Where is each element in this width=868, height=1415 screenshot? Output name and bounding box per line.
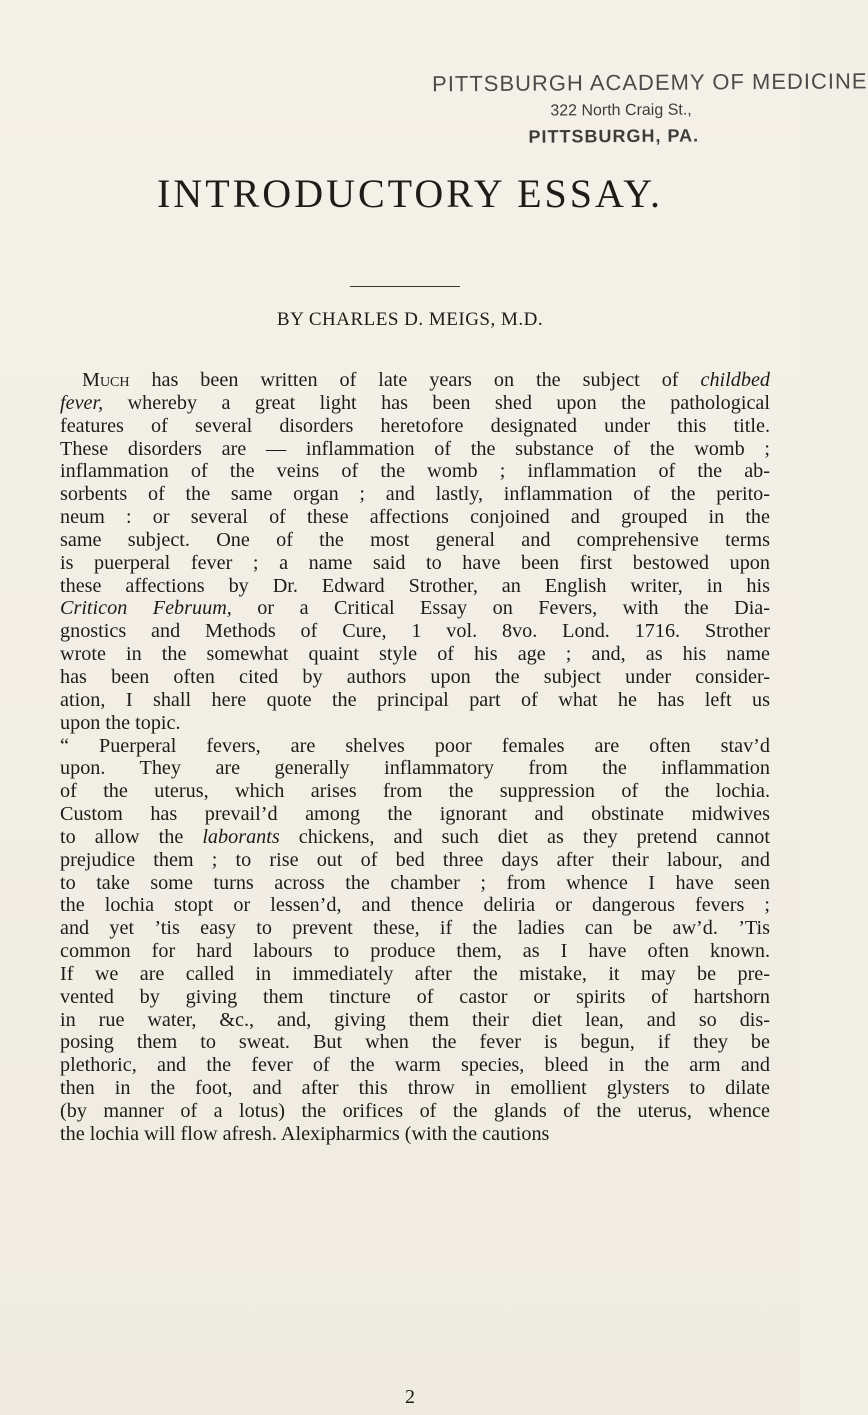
text-line: “ Puerperal fevers, are shelves poor females are often stav’d — [60, 734, 770, 757]
text-line: posing them to sweat. But when the fever is begun, if they be — [60, 1031, 770, 1054]
text-line: in rue water, &c., and, giving them their diet lean, and so dis- — [60, 1008, 770, 1031]
author-byline: BY CHARLES D. MEIGS, M.D. — [276, 309, 544, 330]
drop-word: Much — [82, 369, 130, 391]
text-span: chickens, and such diet as they pretend cannot — [279, 825, 771, 848]
text-line — [60, 826, 770, 849]
text-line: plethoric, and the fever of the warm species, bleed in the arm and — [60, 1054, 770, 1077]
text-line: upon the topic. — [60, 711, 181, 734]
text-line: sorbents of the same organ ; and lastly, inflammation of the perito- — [60, 483, 770, 506]
text-span: whereby a great light has been shed upon the pathological — [103, 391, 770, 414]
italic-term: fever, — [60, 391, 104, 414]
text-line: has been often cited by authors upon the subject under consider- — [60, 665, 770, 688]
text-line: of the uterus, which arises from the suppression of the lochia. — [60, 780, 770, 803]
text-line: If we are called in immediately after the mistake, it may be pre- — [60, 962, 770, 985]
text-line: prejudice them ; to rise out of bed three days after their labour, and — [60, 848, 770, 871]
text-span: to allow the — [60, 825, 203, 848]
text-line — [60, 369, 770, 392]
page-number: 2 — [405, 1386, 415, 1408]
stamp-city: PITTSBURGH, PA. — [528, 125, 700, 147]
text-line: vented by giving them tincture of castor or spirits of hartshorn — [60, 985, 770, 1008]
text-line: gnostics and Methods of Cure, 1 vol. 8vo. Lond. 1716. Strother — [60, 620, 770, 643]
essay-body — [60, 369, 770, 1146]
text-span: has been written of late years on the subject of — [129, 369, 701, 391]
text-line: then in the foot, and after this throw in emollient glysters to dilate — [60, 1077, 770, 1100]
text-line: the lochia stopt or lessen’d, and thence deliria or dangerous fevers ; — [60, 894, 770, 917]
text-line: neum : or several of these affections conjoined and grouped in the — [60, 506, 770, 529]
text-line: common for hard labours to produce them, as I have often known. — [60, 940, 770, 963]
text-line: inflammation of the veins of the womb ; inflammation of the ab- — [60, 460, 770, 483]
text-line: these affections by Dr. Edward Strother, an English writer, in his — [60, 574, 770, 597]
italic-title: Criticon Februum, — [60, 597, 232, 620]
essay-title: INTRODUCTORY ESSAY. — [156, 171, 663, 216]
text-line: features of several disorders heretofore designated under this title. — [60, 414, 770, 437]
text-line: wrote in the somewhat quaint style of his age ; and, as his name — [60, 643, 770, 666]
text-line: Custom has prevail’d among the ignorant and obstinate midwives — [60, 803, 770, 826]
text-line: ation, I shall here quote the principal part of what he has left us — [60, 688, 770, 711]
text-line: to take some turns across the chamber ; from whence I have seen — [60, 871, 770, 894]
stamp-institution: PITTSBURGH ACADEMY OF MEDICINE — [432, 68, 868, 97]
text-line: the lochia will flow afresh. Alexipharmics (with the cautions — [60, 1122, 550, 1145]
italic-term: laborants — [202, 825, 280, 848]
text-line: and yet ’tis easy to prevent these, if the ladies can be aw’d. ’Tis — [60, 917, 770, 940]
text-line: (by manner of a lotus) the orifices of the glands of the uterus, whence — [60, 1100, 770, 1122]
title-divider — [350, 286, 460, 287]
text-line: is puerperal fever ; a name said to have been first bestowed upon — [60, 551, 770, 574]
library-stamp — [432, 68, 868, 147]
stamp-address: 322 North Craig St., — [550, 101, 692, 120]
text-span: or a Critical Essay on Fevers, with the Dia- — [231, 597, 770, 620]
text-line: These disorders are — inflammation of the substance of the womb ; — [60, 437, 770, 460]
italic-term: childbed — [700, 369, 770, 391]
text-line: same subject. One of the most general and comprehensive terms — [60, 528, 770, 551]
text-line — [60, 392, 770, 415]
text-line — [60, 597, 770, 620]
text-line: upon. They are generally inflammatory from the inflammation — [60, 757, 770, 780]
